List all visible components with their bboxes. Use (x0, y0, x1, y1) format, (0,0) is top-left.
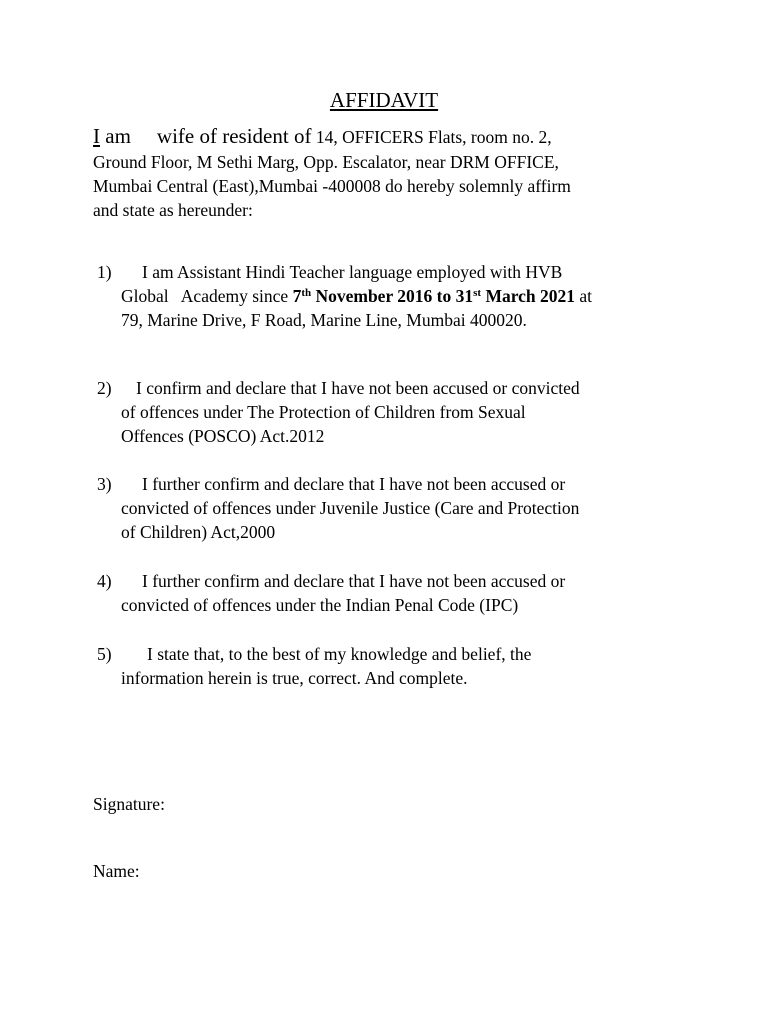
item-1-line-3: 79, Marine Drive, F Road, Marine Line, Mumbai 400020. (121, 310, 527, 330)
intro-line-1 (93, 124, 552, 149)
intro-line-2: Ground Floor, M Sethi Marg, Opp. Escalator, near DRM OFFICE, (93, 152, 559, 172)
intro-am: am (105, 124, 131, 148)
item-5-line-2: information herein is true, correct. And complete. (121, 668, 468, 688)
item-1-line-1: I am Assistant Hindi Teacher language employed with HVB (142, 262, 563, 282)
item-4-line-1: I further confirm and declare that I have not been accused or (142, 571, 566, 591)
signature-label: Signature: (93, 794, 165, 814)
intro-wife-of: wife of resident of (156, 124, 312, 148)
intro-address-start: 14, OFFICERS Flats, room no. 2, (315, 127, 552, 147)
item-number: 3) (97, 474, 112, 494)
intro-i-letter: I (93, 124, 100, 148)
item-number: 2) (97, 378, 112, 398)
item-4-line-2: convicted of offences under the Indian Penal Code (IPC) (121, 595, 519, 615)
intro-line-3: Mumbai Central (East),Mumbai -400008 do hereby solemnly affirm (93, 176, 571, 196)
date-range: 7th November 2016 to 31st March 2021 (292, 286, 576, 306)
item-3-line-2: convicted of offences under Juvenile Justice (Care and Protection (121, 498, 580, 518)
item-5-line-1: I state that, to the best of my knowledge and belief, the (147, 644, 532, 664)
item-number: 1) (97, 262, 112, 282)
intro-line-4: and state as hereunder: (93, 200, 253, 220)
item-3-line-1: I further confirm and declare that I have not been accused or (142, 474, 566, 494)
item-2-line-1: I confirm and declare that I have not been accused or convicted (136, 378, 580, 398)
document-title: AFFIDAVIT (329, 88, 439, 112)
item-number: 4) (97, 571, 112, 591)
name-label: Name: (93, 861, 140, 881)
item-2-line-2: of offences under The Protection of Children from Sexual (121, 402, 526, 422)
item-2-line-3: Offences (POSCO) Act.2012 (121, 426, 325, 446)
item-3-line-3: of Children) Act,2000 (121, 522, 276, 542)
item-number: 5) (97, 644, 112, 664)
item-1-line-2: Global Academy since 7th November 2016 to 31st March 2021 at (121, 286, 593, 306)
